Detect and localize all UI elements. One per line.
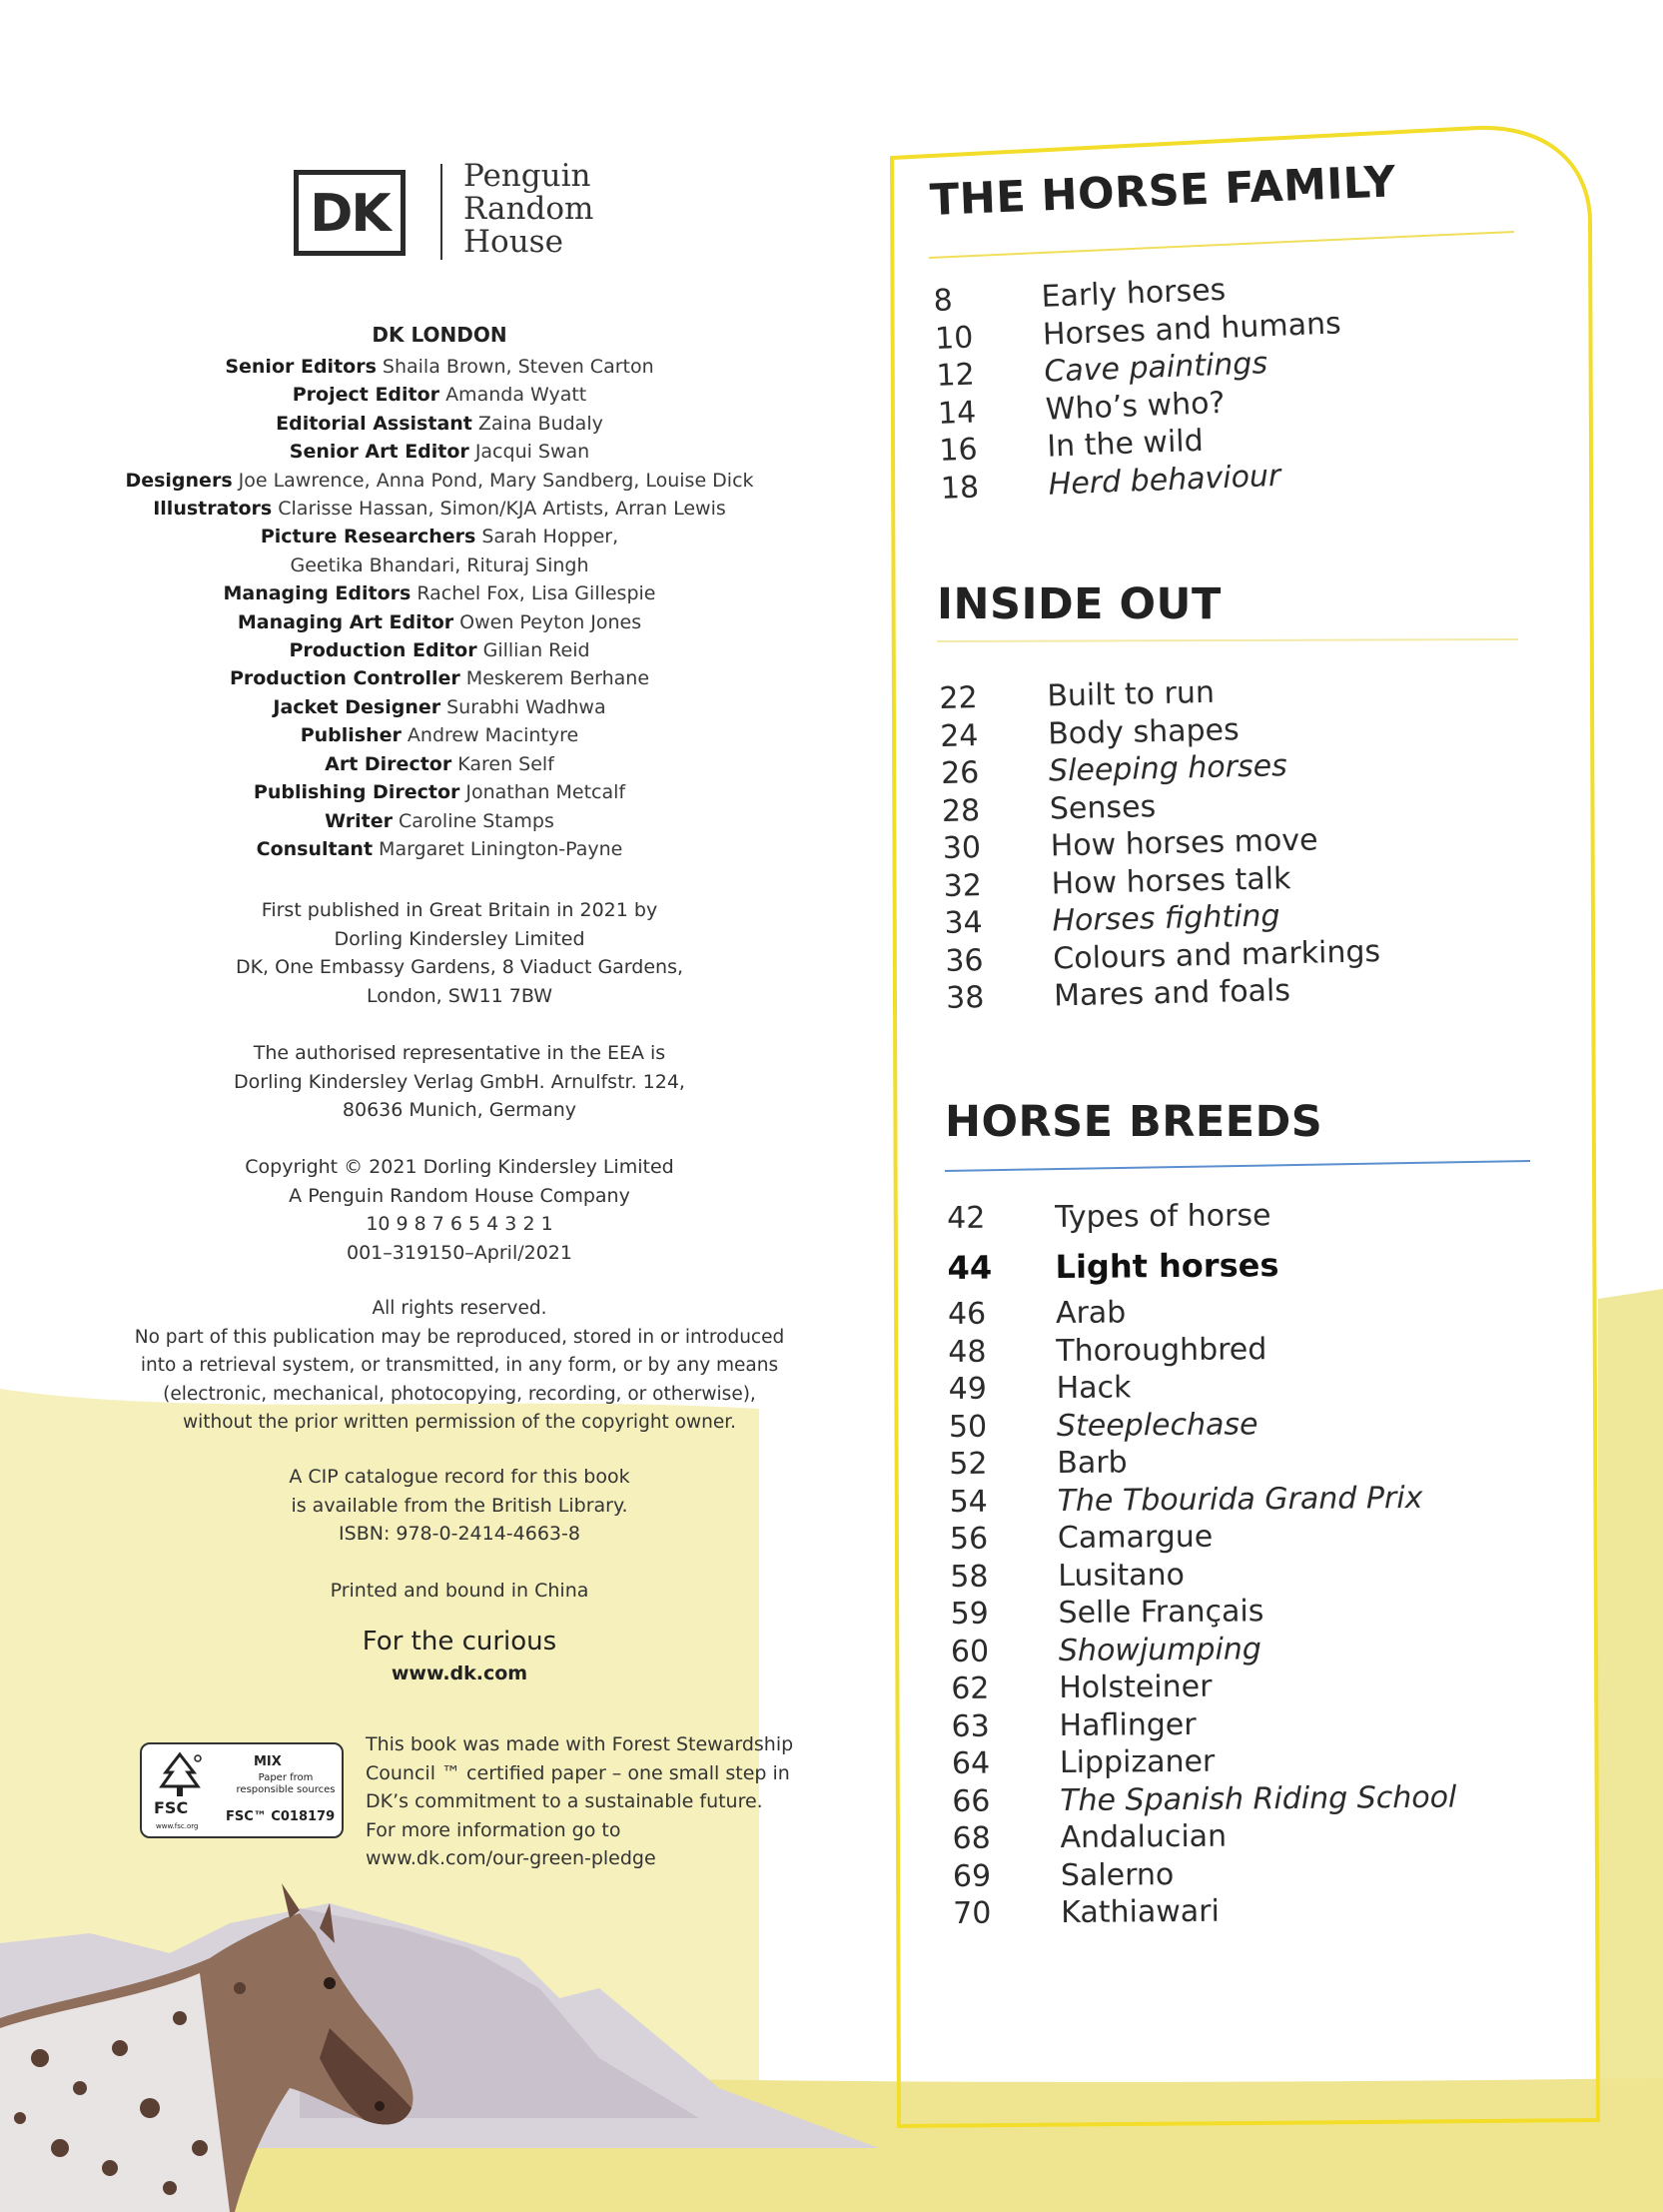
credit-role: Consultant <box>256 837 374 860</box>
credit-people: Zaina Budaly <box>477 412 603 435</box>
toc-entry-title: Who’s who? <box>1045 385 1227 428</box>
text-line: No part of this publication may be reproduced, stored in or introduced <box>134 1326 785 1348</box>
toc-page-number: 56 <box>949 1521 989 1557</box>
toc-page-number: 69 <box>952 1858 992 1894</box>
toc-page-number: 14 <box>937 394 977 432</box>
text-line: London, SW11 7BW <box>366 984 553 1007</box>
toc-page-number: 10 <box>934 320 974 357</box>
toc-page-number: 60 <box>950 1634 990 1669</box>
credit-role: Publishing Director <box>253 781 460 804</box>
toc-entry-title: The Spanish Riding School <box>1060 1779 1457 1818</box>
text-line: Dorling Kindersley Limited <box>334 927 585 950</box>
section-title-horse-breeds: HORSE BREEDS <box>945 1097 1323 1147</box>
toc-page-number: 26 <box>940 755 980 791</box>
toc-entry[interactable] <box>940 748 1288 794</box>
toc-page-number: 36 <box>944 942 984 979</box>
toc-entry-title: Holsteiner <box>1059 1668 1213 1706</box>
toc-page-number: 30 <box>942 830 982 866</box>
tagline: For the curious <box>362 1627 557 1657</box>
text-line: 80636 Munich, Germany <box>342 1099 577 1121</box>
toc-entry-title: Andalucian <box>1060 1818 1228 1856</box>
credit-role: Publisher <box>300 724 402 747</box>
toc-page-number: 62 <box>951 1670 990 1706</box>
text-line: Dorling Kindersley Verlag GmbH. Arnulfstr. 124, <box>234 1070 685 1093</box>
text-line: DK’s commitment to a sustainable future. <box>366 1790 763 1812</box>
toc-entry-title: Lippizaner <box>1059 1743 1216 1781</box>
logo-word: Penguin <box>463 158 591 194</box>
toc-entry-title: Kathiawari <box>1061 1893 1220 1931</box>
toc-page-number: 59 <box>950 1596 989 1632</box>
toc-page-number: 16 <box>938 432 979 469</box>
toc-entry[interactable] <box>942 822 1318 869</box>
toc-entry-title: Sleeping horses <box>1048 748 1288 789</box>
toc-entry-title: Barb <box>1057 1445 1128 1482</box>
toc-page-number: 44 <box>947 1248 993 1287</box>
toc-page-number: 22 <box>939 680 978 716</box>
toc-entry-title: How horses talk <box>1051 860 1291 901</box>
toc-entry-title: Steeplechase <box>1056 1406 1258 1444</box>
credit-people: Amanda Wyatt <box>445 384 587 407</box>
text-line: All rights reserved. <box>372 1298 547 1319</box>
toc-entry[interactable] <box>944 933 1381 981</box>
logo-word: Random <box>463 191 594 227</box>
credit-people: Geetika Bhandari, Rituraj Singh <box>290 553 589 576</box>
toc-entry-title: Cave paintings <box>1043 346 1268 390</box>
toc-page-number: 34 <box>944 905 984 941</box>
toc-page-number: 70 <box>953 1895 992 1931</box>
credit-role: Picture Researchers <box>260 526 476 549</box>
toc-entry[interactable] <box>941 788 1157 831</box>
credit-people: Karen Self <box>457 752 554 775</box>
credit-people: Andrew Macintyre <box>407 724 579 747</box>
credit-people: Jacqui Swan <box>474 441 590 464</box>
toc-page-number: 12 <box>935 357 976 394</box>
credit-role: Production Controller <box>229 667 460 690</box>
green-pledge-link[interactable]: www.dk.com/our-green-pledge <box>366 1847 656 1869</box>
toc-entry-title: Thoroughbred <box>1056 1331 1267 1369</box>
toc-entry-title: Horses fighting <box>1052 898 1280 939</box>
toc-entry-title: Mares and foals <box>1053 973 1291 1014</box>
toc-page-number: 24 <box>939 717 979 754</box>
toc-page-number: 63 <box>951 1708 990 1744</box>
toc-page-number: 8 <box>933 283 954 319</box>
toc-page-number: 64 <box>951 1745 991 1781</box>
text-line: Paper from <box>258 1772 314 1783</box>
credit-people: Caroline Stamps <box>398 809 554 832</box>
toc-page-number: 48 <box>948 1334 987 1370</box>
toc-entry[interactable] <box>939 711 1241 756</box>
text-line: Council ™ certified paper – one small step in <box>366 1761 790 1784</box>
section-title-horse-family: THE HORSE FAMILY <box>929 157 1397 226</box>
logo-word: House <box>463 224 563 260</box>
toc-entry-title: Haflinger <box>1059 1706 1197 1743</box>
toc-entry[interactable] <box>945 973 1291 1019</box>
text-line: This book was made with Forest Stewardship <box>366 1733 794 1755</box>
toc-page-number: 66 <box>952 1783 991 1819</box>
credit-people: Clarisse Hassan, Simon/KJA Artists, Arran Lewis <box>278 498 726 521</box>
text-line: First published in Great Britain in 2021 by <box>261 899 658 921</box>
text-line: The authorised representative in the EEA is <box>253 1042 666 1064</box>
text-line: Printed and bound in China <box>330 1580 589 1602</box>
credit-role: Managing Editors <box>223 582 412 605</box>
toc-page-number: 32 <box>943 867 983 904</box>
credit-role: Project Editor <box>292 384 440 407</box>
credit-people: Surabhi Wadhwa <box>446 695 606 718</box>
toc-entry-title: Selle Français <box>1058 1594 1264 1632</box>
toc-entry-title: Light horses <box>1055 1246 1279 1287</box>
toc-page-number: 50 <box>948 1409 988 1445</box>
toc-entry-title: Lusitano <box>1058 1557 1186 1594</box>
text-line: without the prior written permission of the copyright owner. <box>182 1412 737 1433</box>
text-line: into a retrieval system, or transmitted, in any form, or by any means <box>140 1355 779 1376</box>
website-link[interactable]: www.dk.com <box>391 1662 528 1684</box>
text-line: A CIP catalogue record for this book <box>289 1466 630 1488</box>
credit-role: Designers <box>125 469 233 492</box>
text-line: ISBN: 978-0-2414-4663-8 <box>339 1523 580 1545</box>
toc-entry-title: Built to run <box>1046 674 1216 714</box>
credit-people: Rachel Fox, Lisa Gillespie <box>416 582 656 605</box>
credit-role: Production Editor <box>289 639 477 662</box>
toc-entry-title: Showjumping <box>1058 1631 1262 1668</box>
toc-entry[interactable] <box>944 898 1280 944</box>
fsc-code: FSC™ C018179 <box>226 1809 336 1824</box>
credit-people: Margaret Linington-Payne <box>379 837 623 860</box>
credit-role: Senior Editors <box>225 356 377 378</box>
toc-page-number: 58 <box>950 1559 989 1595</box>
credit-people: Owen Peyton Jones <box>459 610 642 633</box>
text-line: Copyright © 2021 Dorling Kindersley Limited <box>245 1156 674 1178</box>
credit-people: Joe Lawrence, Anna Pond, Mary Sandberg, Louise Dick <box>238 469 754 492</box>
toc-entry-title: Colours and markings <box>1052 933 1381 976</box>
text-line: 10 9 8 7 6 5 4 3 2 1 <box>366 1213 553 1235</box>
toc-entry-title: Herd behaviour <box>1048 458 1281 503</box>
toc-entry-title: Camargue <box>1057 1519 1214 1557</box>
toc-entry[interactable] <box>943 860 1291 906</box>
text-line: is available from the British Library. <box>291 1494 628 1517</box>
text-line: 001–319150–April/2021 <box>347 1241 572 1264</box>
text-line: (electronic, mechanical, photocopying, recording, or otherwise), <box>163 1383 756 1405</box>
toc-entry-title: Body shapes <box>1047 711 1241 752</box>
toc-page-number: 68 <box>952 1820 991 1856</box>
credit-people: Meskerem Berhane <box>465 667 650 690</box>
toc-page-number: 38 <box>945 980 985 1016</box>
credit-role: Editorial Assistant <box>276 412 472 435</box>
credit-role: Art Director <box>325 752 452 775</box>
toc-page-number: 52 <box>949 1446 988 1482</box>
credit-role: Senior Art Editor <box>289 441 469 464</box>
credit-people: Shaila Brown, Steven Carton <box>382 356 654 378</box>
toc-entry-title: Horses and humans <box>1042 305 1342 353</box>
credit-role: Writer <box>325 809 393 832</box>
credit-people: Jonathan Metcalf <box>465 781 626 804</box>
toc-page-number: 46 <box>947 1296 987 1332</box>
fsc-mix: MIX <box>254 1754 282 1769</box>
fsc-url: www.fsc.org <box>156 1822 199 1830</box>
toc-entry-title: How horses move <box>1050 822 1318 864</box>
toc-page-number: 42 <box>947 1200 986 1236</box>
text-line: responsible sources <box>236 1784 336 1795</box>
dk-logo-mark: DK <box>294 170 406 256</box>
credit-people: Sarah Hopper, <box>481 526 619 549</box>
toc-entry-title: Types of horse <box>1054 1198 1271 1236</box>
toc-entry[interactable] <box>939 674 1216 719</box>
section-title-inside-out: INSIDE OUT <box>937 579 1222 629</box>
toc-entry-title: The Tbourida Grand Prix <box>1057 1480 1423 1519</box>
credit-role: Managing Art Editor <box>237 610 454 633</box>
toc-page-number: 28 <box>941 792 981 829</box>
text-line: DK, One Embassy Gardens, 8 Viaduct Gardens, <box>235 956 684 978</box>
toc-page-number: 54 <box>949 1484 988 1520</box>
text-line: For more information go to <box>366 1818 621 1841</box>
credit-role: Illustrators <box>153 498 273 521</box>
toc-entry-title: Arab <box>1055 1295 1127 1332</box>
fsc-label: FSC <box>154 1798 189 1817</box>
credit-role: Jacket Designer <box>273 695 441 718</box>
toc-page-number: 18 <box>940 469 980 507</box>
toc-page-number: 49 <box>948 1371 987 1407</box>
toc-entry-title: Hack <box>1056 1370 1132 1407</box>
toc-entry-title: Salerno <box>1060 1856 1175 1893</box>
toc-entry-title: In the wild <box>1046 423 1205 465</box>
toc-entry-title: Early horses <box>1040 272 1227 315</box>
credits-heading: DK LONDON <box>372 323 507 347</box>
toc-entry-title: Senses <box>1049 788 1157 827</box>
text-line: A Penguin Random House Company <box>289 1184 630 1207</box>
credit-people: Gillian Reid <box>482 639 590 662</box>
